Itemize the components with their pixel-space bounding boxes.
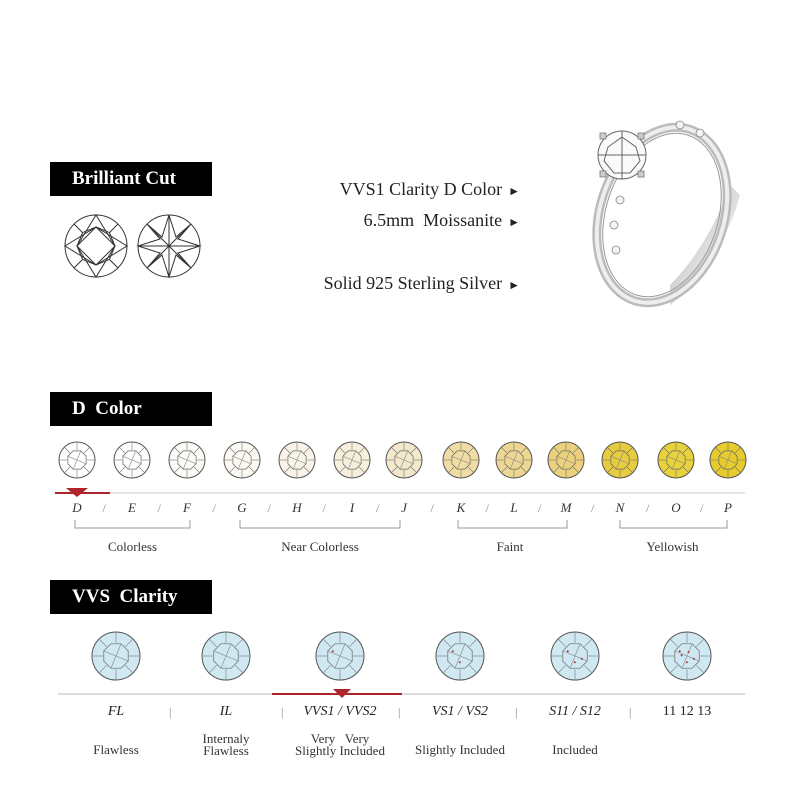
- clarity-scale-line: [0, 688, 800, 702]
- clarity-grade-name: IL: [219, 704, 233, 719]
- color-grade-e: E: [128, 500, 136, 515]
- clarity-label-line2: Slightly Included: [295, 743, 385, 758]
- group-yellowish: Yellowish: [646, 539, 699, 554]
- color-gem-d-icon: [59, 442, 95, 478]
- clarity-gem-5-icon: [551, 632, 599, 680]
- clarity-grade-name: 11 12 13: [662, 704, 712, 719]
- group-faint: Faint: [496, 539, 524, 554]
- clarity-label-line2: Flawless: [203, 743, 249, 758]
- color-grade-o: O: [671, 500, 681, 515]
- clarity-label-line1: Slightly Included: [415, 742, 505, 757]
- clarity-grade-name: FL: [107, 704, 125, 719]
- spec-text: Solid 925 Sterling Silver: [323, 273, 503, 293]
- clarity-label-line1: Flawless: [93, 742, 139, 757]
- color-gem-p-icon: [710, 442, 746, 478]
- spec-moissanite: [355, 189, 520, 231]
- clarity-label-line1: Very Very: [310, 731, 370, 746]
- clarity-title: VVS Clarity: [72, 586, 178, 607]
- grade-separator: /: [646, 501, 650, 515]
- color-banner: [50, 392, 212, 426]
- clarity-gem-2-icon: [202, 632, 250, 680]
- grade-separator: /: [157, 501, 161, 515]
- arrow-right-icon: ►: [508, 184, 520, 198]
- color-grade-n: N: [615, 500, 625, 515]
- clarity-gem-6-icon: [663, 632, 711, 680]
- color-grade-h: H: [292, 500, 302, 515]
- spec-text: VVS1 Clarity D Color: [339, 179, 503, 199]
- grade-separator: /: [376, 501, 380, 515]
- clarity-separator: |: [281, 705, 284, 719]
- color-title: D Color: [72, 398, 142, 419]
- arrow-right-icon: ►: [508, 278, 520, 292]
- clarity-banner: [50, 580, 212, 614]
- clarity-separator: |: [169, 705, 172, 719]
- color-gem-h-icon: [279, 442, 315, 478]
- clarity-label-line1: Included: [552, 742, 598, 757]
- spec-silver: [315, 252, 520, 294]
- color-grade-j: J: [401, 500, 407, 515]
- color-gem-g-icon: [224, 442, 260, 478]
- clarity-label-line1: Internaly: [202, 731, 250, 746]
- clarity-gem-1-icon: [92, 632, 140, 680]
- grade-separator: /: [212, 501, 216, 515]
- arrow-right-icon: ►: [508, 215, 520, 229]
- grade-separator: /: [538, 501, 542, 515]
- spec-text: 6.5mm Moissanite: [363, 210, 503, 230]
- color-grade-k: K: [456, 500, 466, 515]
- color-grade-g: G: [237, 500, 247, 515]
- color-gems-row: [0, 432, 800, 492]
- clarity-separator: |: [515, 705, 518, 719]
- color-gem-j-icon: [386, 442, 422, 478]
- color-gem-o-icon: [658, 442, 694, 478]
- grade-separator: /: [430, 501, 434, 515]
- clarity-gem-4-icon: [436, 632, 484, 680]
- color-grade-l: L: [510, 500, 518, 515]
- color-gem-f-icon: [169, 442, 205, 478]
- color-group-brackets: [0, 518, 800, 538]
- clarity-grade-name: VVS1 / VVS2: [303, 704, 377, 719]
- brilliant-cut-banner: [50, 162, 212, 196]
- brilliant-cut-title: Brilliant Cut: [72, 168, 176, 189]
- cut-bottom-view-icon: [136, 213, 202, 279]
- clarity-separator: |: [398, 705, 401, 719]
- grade-separator: /: [322, 501, 326, 515]
- color-grade-m: M: [560, 500, 572, 515]
- color-gem-l-icon: [496, 442, 532, 478]
- color-gem-i-icon: [334, 442, 370, 478]
- color-grade-f: F: [183, 500, 191, 515]
- clarity-gems-row: [0, 624, 800, 688]
- grade-separator: /: [700, 501, 704, 515]
- group-near-colorless: Near Colorless: [281, 539, 359, 554]
- group-colorless: Colorless: [107, 539, 158, 554]
- clarity-grade-name: VS1 / VS2: [432, 704, 488, 719]
- color-gem-e-icon: [114, 442, 150, 478]
- color-scale-line: [0, 486, 800, 500]
- color-grade-p: P: [724, 500, 732, 515]
- grade-separator: /: [591, 501, 595, 515]
- color-gem-k-icon: [443, 442, 479, 478]
- ring-image: [570, 105, 750, 335]
- grade-separator: /: [485, 501, 489, 515]
- color-grade-i: I: [349, 500, 355, 515]
- color-grade-d: D: [72, 500, 82, 515]
- color-gem-n-icon: [602, 442, 638, 478]
- cut-top-view-icon: [63, 213, 129, 279]
- clarity-separator: |: [629, 705, 632, 719]
- color-gem-m-icon: [548, 442, 584, 478]
- grade-separator: /: [102, 501, 106, 515]
- grade-separator: /: [267, 501, 271, 515]
- clarity-gem-3-icon: [316, 632, 364, 680]
- clarity-grade-name: S11 / S12: [549, 704, 601, 719]
